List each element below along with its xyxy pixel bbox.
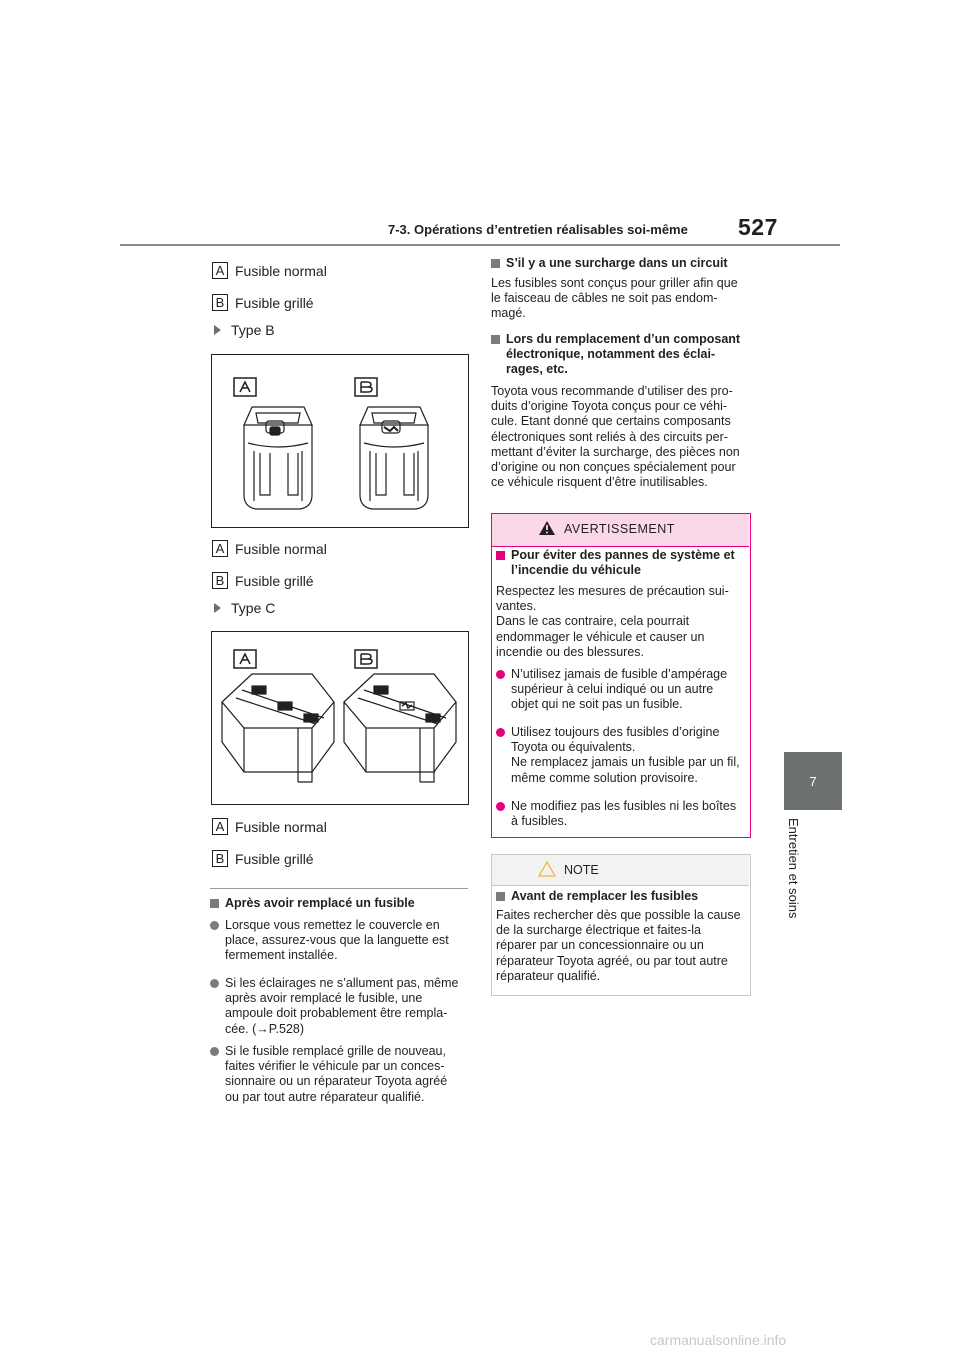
type-b-line [214,322,275,338]
badge-b: B [212,572,228,589]
square-bullet-icon [496,892,505,901]
badge-b: B [212,850,228,867]
label-a-text: Fusible normal [235,540,327,557]
warning-list-item-text: Ne modifiez pas les fusibles ni les boîtes à fusibles. [511,799,737,829]
square-bullet-icon [491,259,500,268]
bullet-dot-icon [496,670,505,679]
bullet-dot-icon [210,921,219,930]
label-a-2 [212,540,327,557]
overload-heading-text: S’il y a une surcharge dans un circuit [506,256,728,270]
type-b-fuse-svg [212,355,468,527]
label-a-1 [212,262,327,279]
type-c-label: Type C [231,600,276,616]
warning-triangle-icon [538,520,556,536]
badge-a: A [212,818,228,835]
watermark: carmanualsonline.info [650,1332,787,1348]
page-number: 527 [738,214,778,240]
label-a-text: Fusible normal [235,818,327,835]
chapter-number: 7 [809,773,817,789]
type-c-fuse-illustration [211,631,469,805]
overload-text: Les fusibles sont conçus pour griller afin que le faisceau de câbles ne soit pas endom-magé. [491,276,738,321]
bullet-dot-icon [496,802,505,811]
warning-heading-text: Pour éviter des pannes de système et l’incendie du véhicule [511,548,735,578]
label-b-2 [212,572,314,589]
label-b-1 [212,294,314,311]
warning-header [492,514,749,547]
replace-heading [491,332,749,378]
badge-a: A [212,262,228,279]
chapter-title: Entretien et soins [786,818,801,919]
replace-heading-text: Lors du remplacement d’un composant électronique, notamment des éclai-rages, etc. [506,332,741,377]
warning-text: Respectez les mesures de précaution sui-vantes. Dans le cas contraire, cela pourrait endommager le véhicule et causer un incendie ou des blessures. [496,584,729,659]
square-bullet-icon [491,335,500,344]
arrow-right-icon [214,325,221,335]
label-b-3 [212,850,314,867]
note-heading [496,889,744,904]
after-replace-heading-text: Après avoir remplacé un fusible [225,896,415,910]
label-b-text: Fusible grillé [235,572,314,589]
caution-triangle-icon [538,861,556,877]
warning-list-item [496,725,742,786]
square-bullet-icon [210,899,219,908]
square-bullet-icon [496,551,505,560]
replace-text: Toyota vous recommande d’utiliser des pro-duits d’origine Toyota conçus pour ce véhi-cule. Etant donné que certains composants électroniques sont reliés à des circuits per-mettant d’éviter la surcharge, des pièces non d’origine ou non conçues spécialement pour ce véhicule risquent d’être inutilisables. [491,384,740,490]
chapter-tab [784,752,842,810]
bullet-dot-icon [210,1047,219,1056]
badge-b: B [212,294,228,311]
warning-list-item [496,667,742,713]
list-item [210,918,460,964]
type-b-fuse-illustration [211,354,469,528]
type-b-label: Type B [231,322,275,338]
label-b-text: Fusible grillé [235,294,314,311]
list-item-text: Si le fusible remplacé grille de nouveau, faites vérifier le véhicule par un conces-sionnaire ou un réparateur Toyota agréé ou par tout autre réparateur qualifié. [225,1044,448,1104]
badge-a: A [212,540,228,557]
warning-list-item [496,799,742,829]
list-item [210,1044,460,1105]
section-title: 7-3. Opérations d’entretien réalisables soi-même [388,222,688,237]
after-replace-heading [210,896,468,911]
chapter-title-vertical [776,818,814,948]
type-c-line [214,600,275,616]
bullet-dot-icon [496,728,505,737]
warning-list-item-text: Utilisez toujours des fusibles d’origine Toyota ou équivalents. Ne remplacez jamais un fusible par un fil, même comme solution provisoire. [511,725,740,785]
arrow-right-icon [214,603,221,613]
note-title: NOTE [564,863,599,877]
list-item-text: Lorsque vous remettez le couvercle en place, assurez-vous que la languette est fermement installée. [225,918,449,963]
type-c-fuse-svg [212,632,468,804]
list-item-text: Si les éclairages ne s’allument pas, même après avoir remplacé le fusible, une ampoule doit probablement être rempla-cée. (→P.528) [225,976,459,1036]
note-header [492,855,749,886]
warning-heading [496,548,744,578]
note-text: Faites rechercher dès que possible la cause de la surcharge électrique et faites-la réparer par un concessionnaire ou un réparateur Toyota agréé, ou par tout autre réparateur qualifié. [496,908,741,983]
section-divider [210,888,468,889]
list-item [210,976,460,1037]
overload-heading [491,256,749,271]
label-a-3 [212,818,327,835]
header-divider [120,244,840,246]
note-heading-text: Avant de remplacer les fusibles [511,889,699,903]
warning-title: AVERTISSEMENT [564,522,675,536]
warning-list-item-text: N’utilisez jamais de fusible d’ampérage supérieur à celui indiqué ou un autre objet qui ne soit pas un fusible. [511,667,728,712]
bullet-dot-icon [210,979,219,988]
label-a-text: Fusible normal [235,262,327,279]
label-b-text: Fusible grillé [235,850,314,867]
